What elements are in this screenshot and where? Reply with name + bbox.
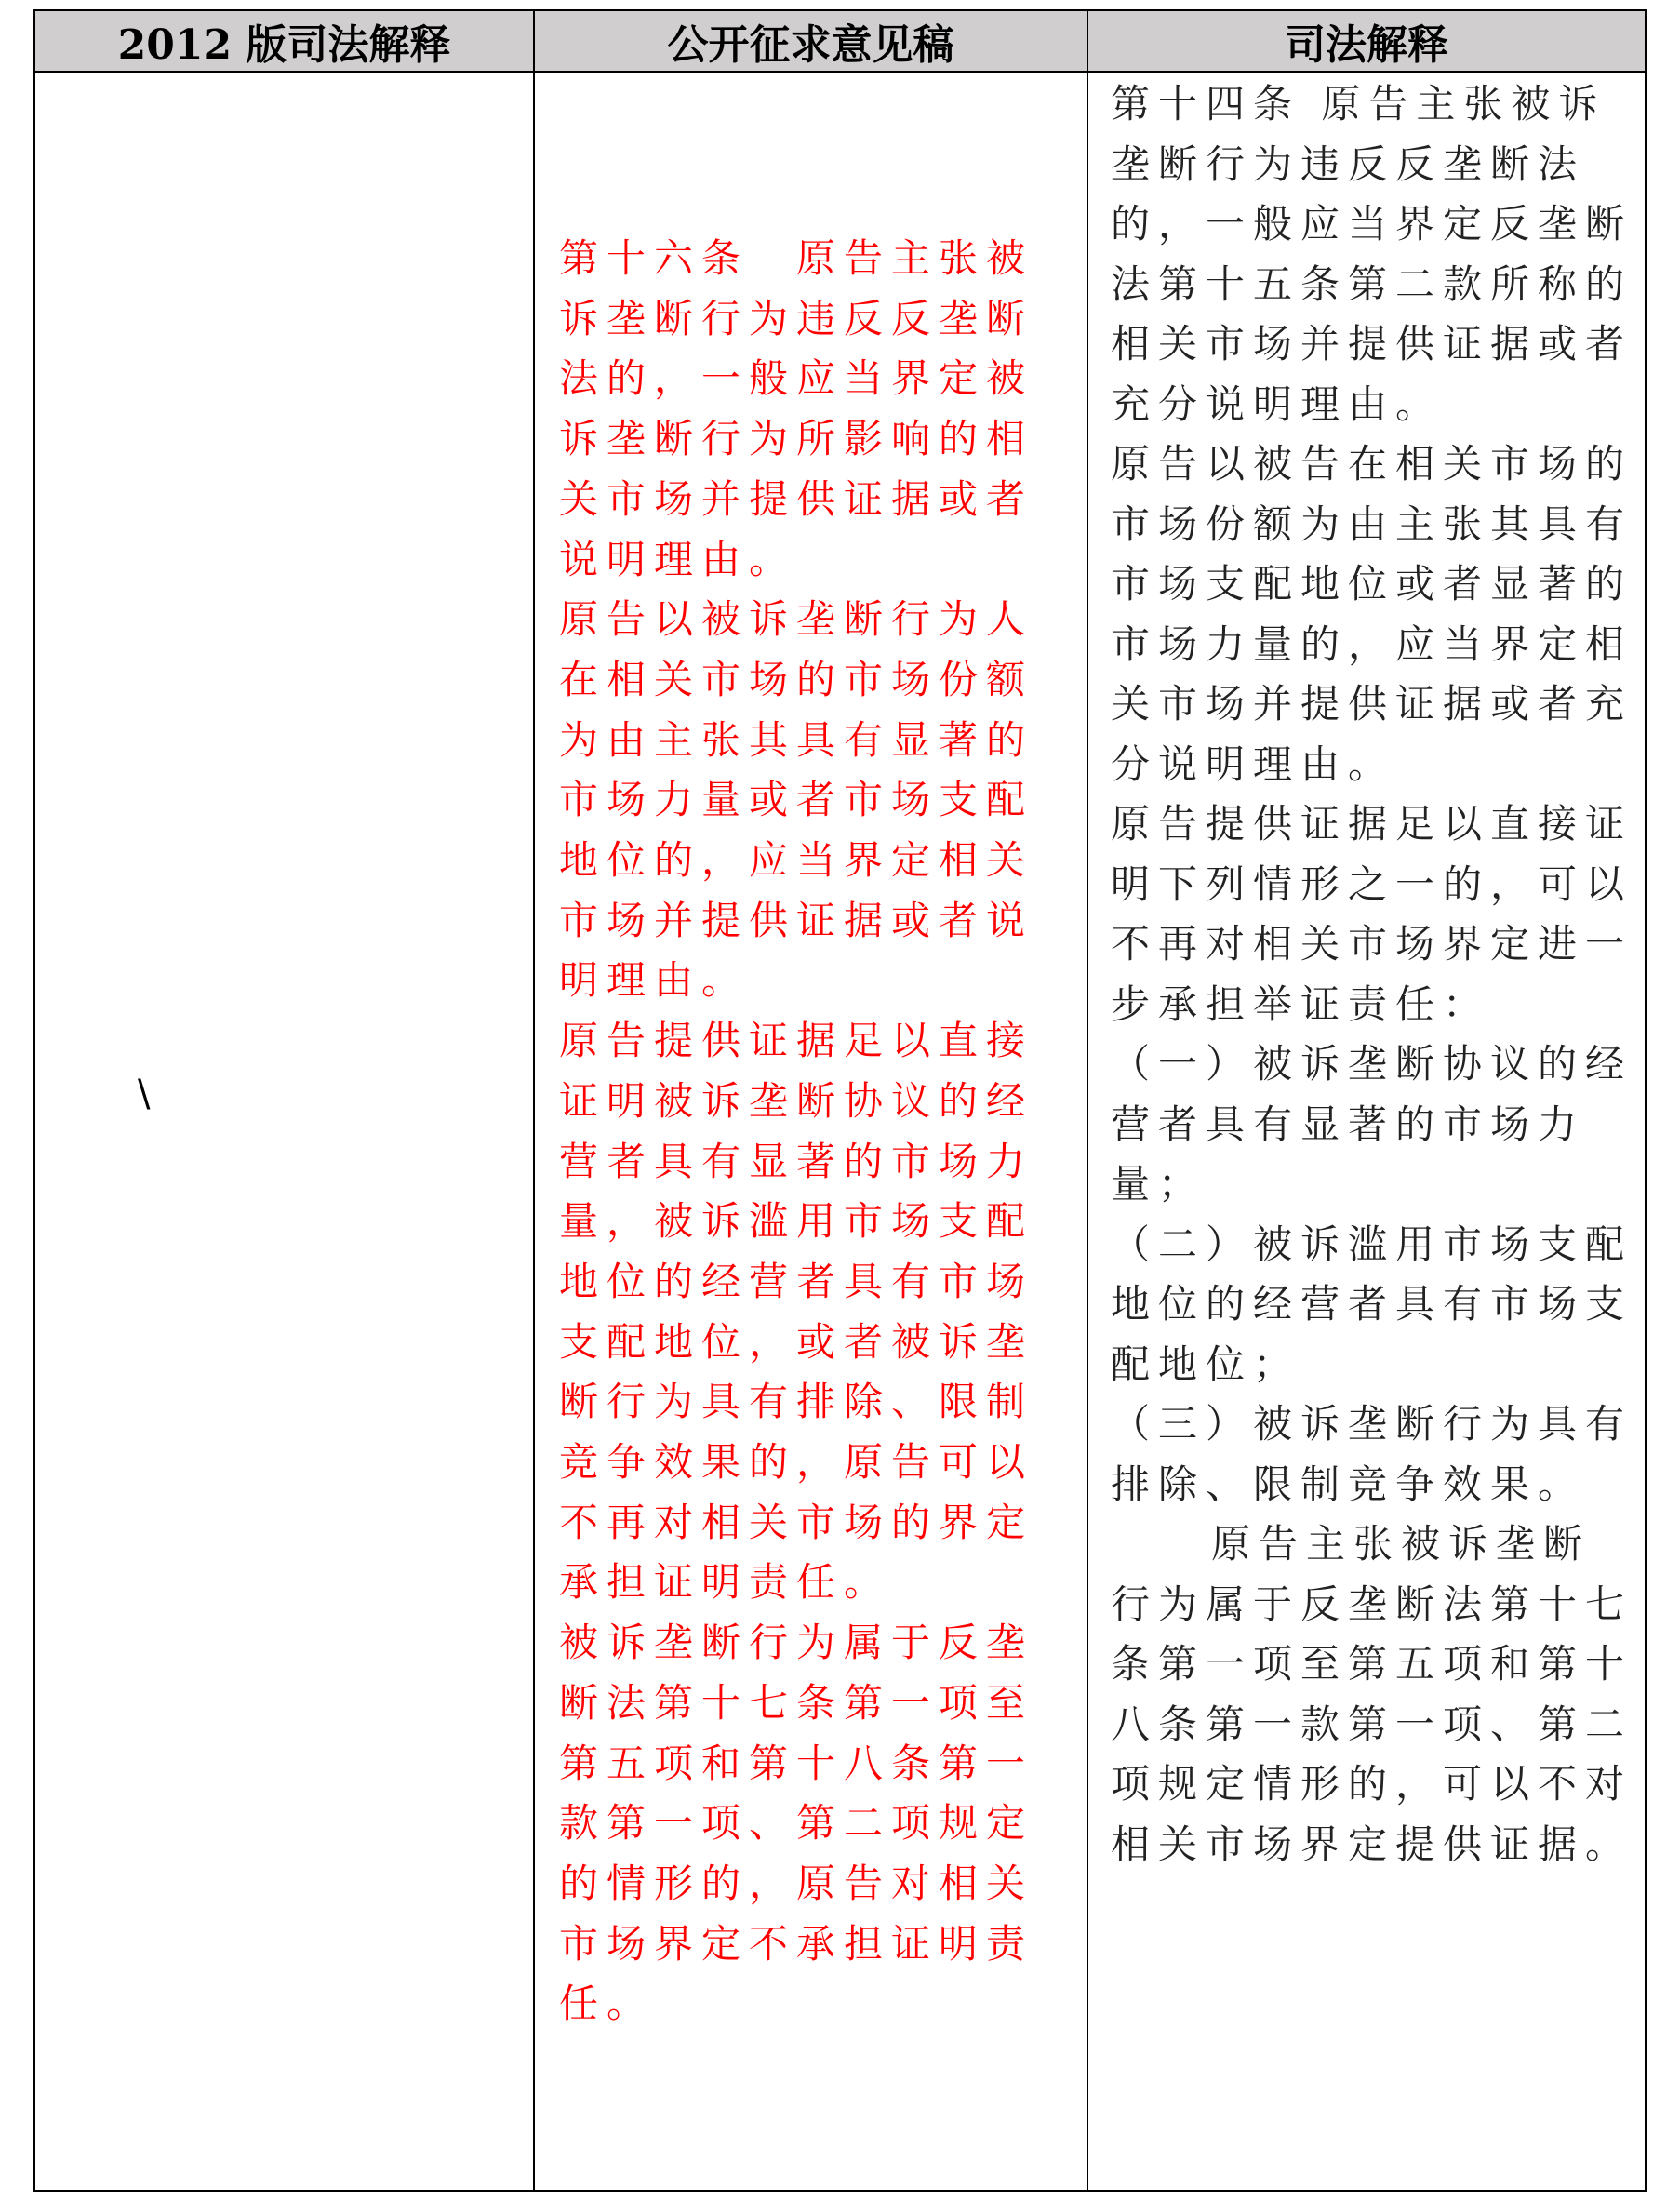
- empty-placeholder: \: [138, 1073, 151, 1115]
- draft-paragraph: 原告提供证据足以直接证明被诉垄断协议的经营者具有显著的市场力量，被诉滥用市场支配地位的经营者具有市场支配地位，或者被诉垄断行为具有排除、限制竞争效果的，原告可以不再对相关市场的界定承担证明责任。: [559, 1018, 1034, 1606]
- draft-article-16: [535, 73, 1087, 2034]
- draft-paragraph: 第十六条 原告主张被诉垄断行为违反反垄断法的，一般应当界定被诉垄断行为所影响的相关市场并提供证据或者说明理由。: [559, 235, 1034, 582]
- draft-cell: [534, 72, 1087, 2191]
- header-row: [34, 10, 1646, 72]
- final-article-14: [1088, 73, 1645, 1874]
- header-2012-interpretation: 2012 版司法解释: [34, 10, 534, 72]
- final-list-item: （一）被诉垄断协议的经营者具有显著的市场力量；: [1111, 1041, 1633, 1207]
- comparison-table: [33, 9, 1647, 2192]
- draft-paragraph: 原告以被诉垄断行为人在相关市场的市场份额为由主张其具有显著的市场力量或者市场支配地位的，应当界定相关市场并提供证据或者说明理由。: [559, 596, 1034, 1004]
- final-cell: [1087, 72, 1646, 2191]
- table-row: [34, 72, 1646, 2191]
- final-paragraph: 原告提供证据足以直接证明下列情形之一的，可以不再对相关市场界定进一步承担举证责任：: [1111, 801, 1633, 1027]
- final-paragraph: 原告以被告在相关市场的市场份额为由主张其具有市场支配地位或者显著的市场力量的，应当界定相关市场并提供证据或者充分说明理由。: [1111, 441, 1633, 787]
- old-version-cell: [34, 72, 534, 2191]
- final-list-item: （二）被诉滥用市场支配地位的经营者具有市场支配地位；: [1111, 1221, 1633, 1387]
- header-public-draft: 公开征求意见稿: [534, 10, 1087, 72]
- final-paragraph: 原告主张被诉垄断行为属于反垄断法第十七条第一项至第五项和第十八条第一款第一项、第二项规定情形的，可以不对相关市场界定提供证据。: [1111, 1521, 1633, 1867]
- header-judicial-interpretation: 司法解释: [1087, 10, 1646, 72]
- draft-paragraph: 被诉垄断行为属于反垄断法第十七条第一项至第五项和第十八条第一款第一项、第二项规定的情形的，原告对相关市场界定不承担证明责任。: [559, 1620, 1034, 2027]
- final-paragraph: 第十四条 原告主张被诉垄断行为违反反垄断法的，一般应当界定反垄断法第十五条第二款所称的相关市场并提供证据或者充分说明理由。: [1111, 81, 1633, 427]
- final-list-item: （三）被诉垄断行为具有排除、限制竞争效果。: [1111, 1401, 1633, 1507]
